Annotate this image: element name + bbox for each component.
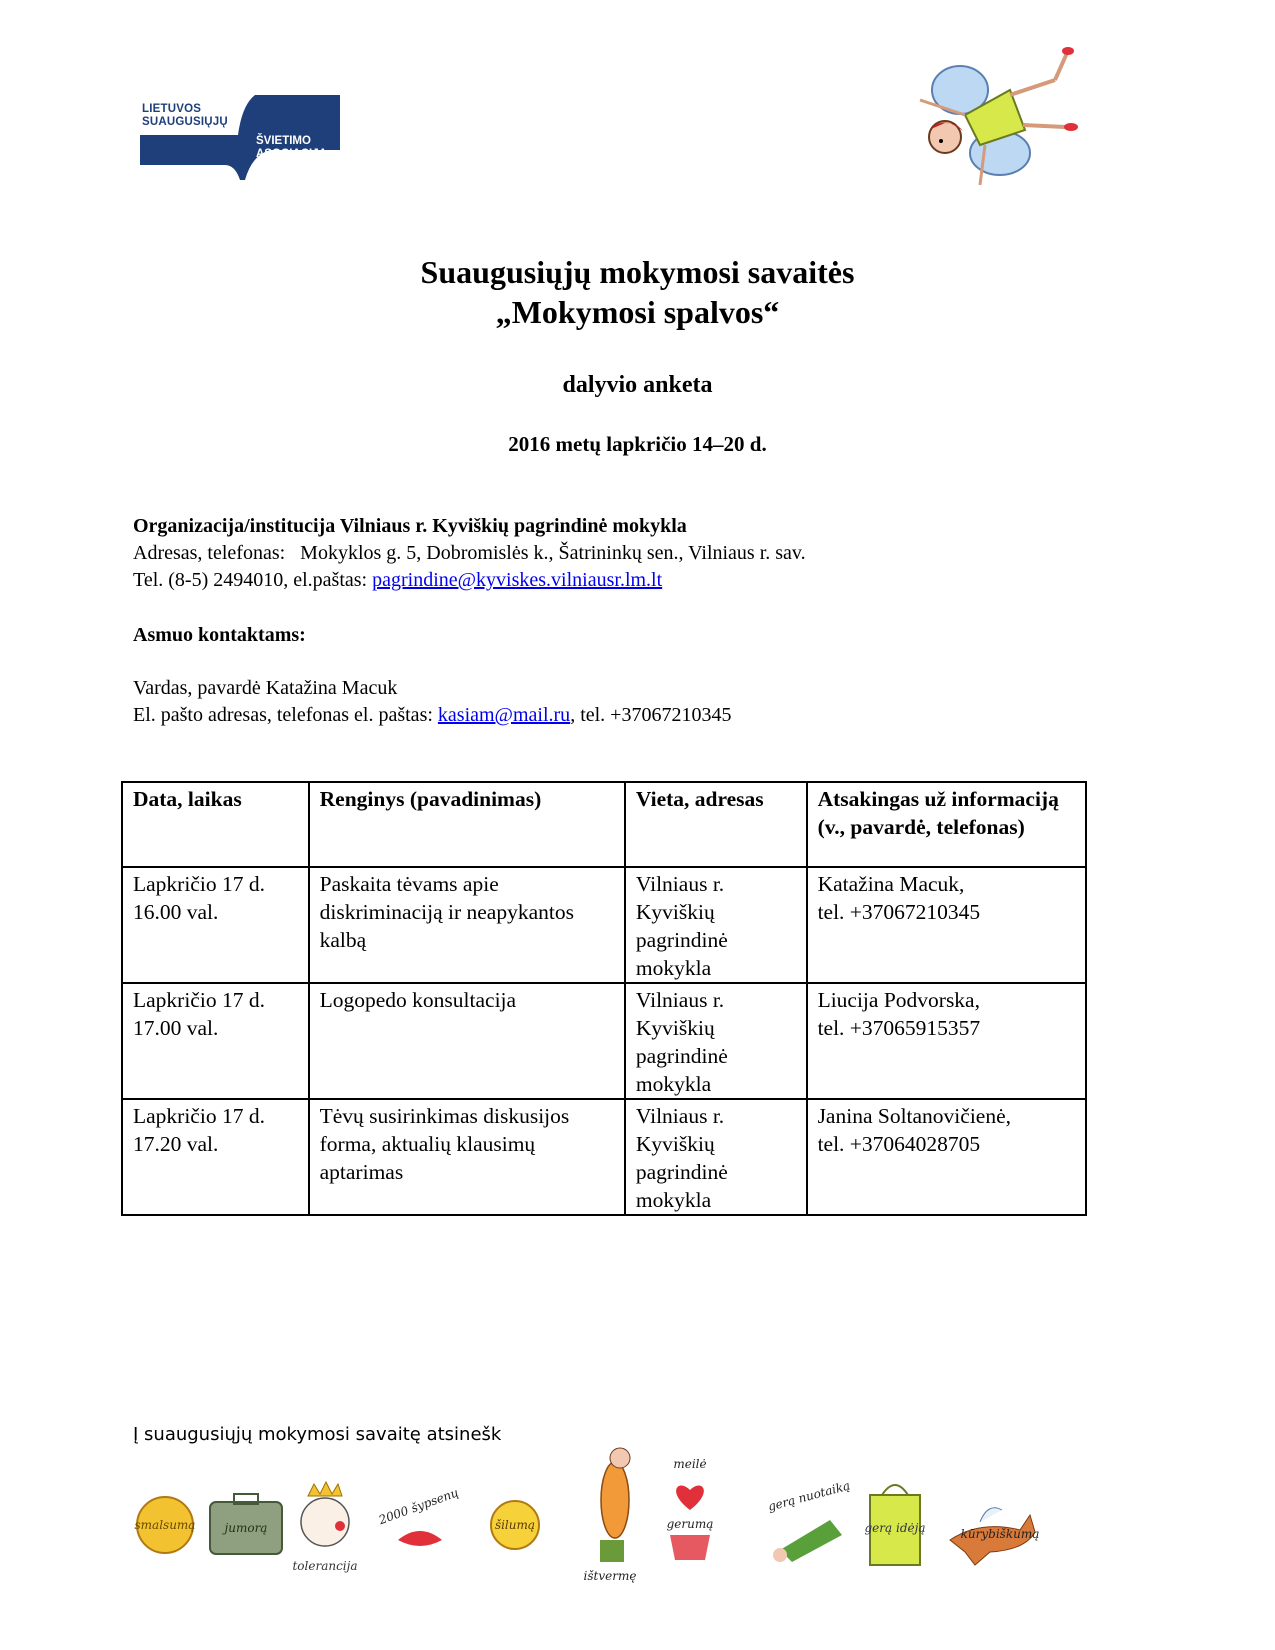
svg-text:gerą idėją: gerą idėją (864, 1521, 926, 1535)
flying-fairy-illustration (905, 45, 1085, 205)
event-dates: 2016 metų lapkričio 14–20 d. (508, 432, 767, 456)
event-cell: Paskaita tėvams apie diskriminaciją ir neapykantos kalbą (309, 867, 625, 983)
person-cell: Katažina Macuk, tel. +37067210345 (807, 867, 1086, 983)
heart-cup-icon (667, 1457, 714, 1560)
suitcase-icon (210, 1494, 282, 1554)
sun-icon (135, 1497, 196, 1553)
svg-text:gerą nuotaiką: gerą nuotaiką (766, 1478, 852, 1514)
column-header: Data, laikas (122, 782, 309, 867)
form-subtitle: dalyvio anketa (562, 372, 713, 398)
phone-email-line: Tel. (8-5) 2494010, el.paštas: pagrindine@kyviskes.vilniausr.lm.lt (133, 569, 663, 591)
contact-block (133, 675, 731, 729)
footer-illustration-strip (130, 1440, 1080, 1590)
event-cell: Tėvų susirinkimas diskusijos forma, aktualių klausimų aptarimas (309, 1099, 625, 1215)
organization-email-link[interactable]: pagrindine@kyviskes.vilniausr.lm.lt (372, 569, 663, 591)
table-row (122, 1099, 1086, 1215)
date-cell: Lapkričio 17 d. 16.00 val. (122, 867, 309, 983)
svg-text:šilumą: šilumą (494, 1518, 536, 1532)
address-line: Adresas, telefonas: Mokyklos g. 5, Dobromislės k., Šatrininkų sen., Vilniaus r. sav. (133, 542, 806, 564)
smile-lips-icon (376, 1485, 460, 1546)
association-logo (140, 95, 340, 185)
crowned-face-icon (292, 1482, 357, 1573)
contact-name-line: Vardas, pavardė Katažina Macuk (133, 677, 398, 699)
page-title: Suaugusiųjų mokymosi savaitės „Mokymosi spalvos“ (420, 254, 855, 330)
svg-text:tolerancija: tolerancija (292, 1559, 358, 1573)
warmth-sun-icon (491, 1501, 539, 1549)
place-cell: Vilniaus r. Kyviškių pagrindinė mokykla (625, 867, 807, 983)
place-cell: Vilniaus r. Kyviškių pagrindinė mokykla (625, 983, 807, 1099)
column-header: Atsakingas už informaciją (v., pavardė, telefonas) (807, 782, 1086, 867)
event-cell: Logopedo konsultacija (309, 983, 625, 1099)
contact-email-line: El. pašto adresas, telefonas el. paštas: kasiam@mail.ru, tel. +37067210345 (133, 704, 732, 726)
table-row (122, 983, 1086, 1099)
person-figure-icon (584, 1448, 637, 1583)
svg-text:2000 šypsenų: 2000 šypsenų (376, 1485, 461, 1528)
column-header: Vieta, adresas (625, 782, 807, 867)
svg-text:jumorą: jumorą (224, 1521, 268, 1535)
svg-text:gerumą: gerumą (666, 1517, 714, 1531)
column-header: Renginys (pavadinimas) (309, 782, 625, 867)
place-cell: Vilniaus r. Kyviškių pagrindinė mokykla (625, 1099, 807, 1215)
contact-email-link[interactable]: kasiam@mail.ru (437, 704, 571, 726)
svg-text:smalsumą: smalsumą (134, 1518, 196, 1532)
table-row (122, 867, 1086, 983)
table-header-row (122, 782, 1086, 867)
person-cell: Janina Soltanovičienė, tel. +37064028705 (807, 1099, 1086, 1215)
footer-text: Į suaugusiųjų mokymosi savaitę atsinešk (133, 1424, 502, 1445)
contact-heading: Asmuo kontaktams: (133, 624, 306, 646)
winged-horse-icon (950, 1508, 1039, 1565)
flying-person-icon (766, 1478, 851, 1562)
svg-text:meilė: meilė (673, 1457, 707, 1471)
date-cell: Lapkričio 17 d. 17.20 val. (122, 1099, 309, 1215)
date-cell: Lapkričio 17 d. 17.00 val. (122, 983, 309, 1099)
organization-block (133, 513, 806, 594)
gift-bag-icon (865, 1485, 926, 1565)
person-cell: Liucija Podvorska, tel. +37065915357 (807, 983, 1086, 1099)
svg-text:kūrybiškumą: kūrybiškumą (960, 1527, 1040, 1541)
organization-line: Organizacija/institucija Vilniaus r. Kyviškių pagrindinė mokykla (133, 515, 687, 537)
svg-text:ištvermę: ištvermę (583, 1569, 637, 1583)
events-table (121, 781, 1087, 1216)
logo-text-top: LIETUVOS SUAUGUSIŲJŲ (142, 103, 228, 128)
logo-text-bottom: ŠVIETIMO ASOCIACIJA (256, 135, 327, 160)
